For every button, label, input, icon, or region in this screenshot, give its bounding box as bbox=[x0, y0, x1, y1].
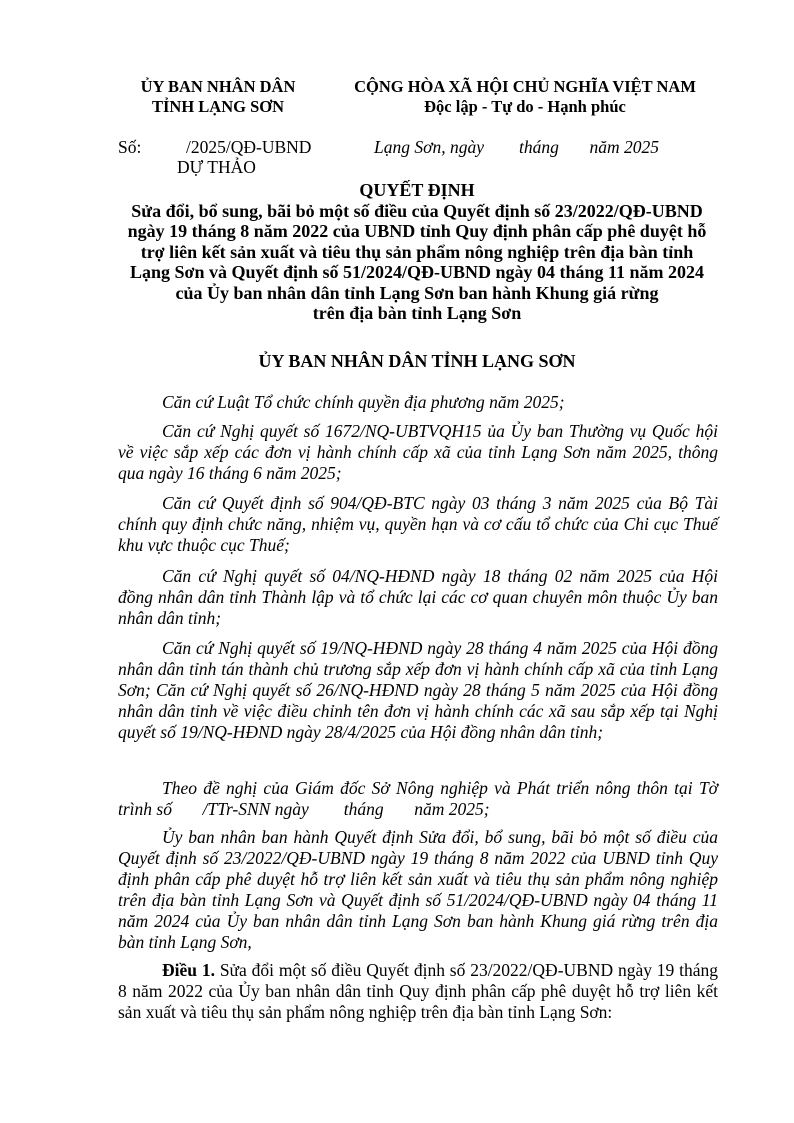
issuing-body-heading: ỦY BAN NHÂN DÂN TỈNH LẠNG SƠN bbox=[258, 351, 576, 371]
proposal-line1: Theo đề nghị của Giám đốc Sở Nông nghiệp và Phát triển nông thôn tại bbox=[162, 778, 693, 798]
issuing-authority-line1: ỦY BAN NHÂN DÂN bbox=[140, 77, 296, 96]
legal-basis-3: Căn cứ Quyết định số 904/QĐ-BTC ngày 03 tháng 3 năm 2025 của Bộ Tài chính quy định chức năng, nhiệm vụ, quyền hạn và cơ cấu tổ chức của Chi cục Thuế khu vực thuộc cục Thuế; bbox=[118, 493, 718, 555]
title-line: trên địa bàn tỉnh Lạng Sơn bbox=[312, 303, 522, 323]
title-line: ngày 19 tháng 8 năm 2022 của UBND tỉnh Quy định phân cấp phê duyệt hỗ bbox=[127, 221, 707, 241]
legal-basis-5: Căn cứ Nghị quyết số 19/NQ-HĐND ngày 28 tháng 4 năm 2025 của Hội đồng nhân dân tỉnh tán thành chủ trương sắp xếp đơn vị hành chính cấp xã của tỉnh Lạng Sơn; Căn cứ Nghị quyết số 26/NQ-HĐND ngày 28 tháng 5 năm 2025 của Hội đồng nhân dân tỉnh về việc điều chỉnh tên đơn vị hành chính các xã sau sắp xếp tại Nghị quyết số 19/NQ-HĐND ngày 28/4/2025 của Hội đồng nhân dân tỉnh; bbox=[118, 638, 718, 742]
title-line: Sửa đổi, bổ sung, bãi bỏ một số điều của Quyết định số 23/2022/QĐ-UBND bbox=[131, 200, 703, 221]
national-motto bbox=[330, 77, 720, 117]
proposal-paragraph bbox=[118, 778, 718, 820]
article-1-label: Điều 1. bbox=[162, 960, 215, 980]
legal-basis-1: Căn cứ Luật Tổ chức chính quyền địa phương năm 2025; bbox=[162, 392, 565, 412]
issuance-paragraph: Ủy ban nhân ban hành Quyết định Sửa đổi, bổ sung, bãi bỏ một số điều của Quyết định số 23/2022/QĐ-UBND ngày 19 tháng 8 năm 2022 của UBND tỉnh Quy định phân cấp phê duyệt hỗ trợ liên kết sản xuất và tiêu thụ sản phẩm nông nghiệp trên địa bàn tỉnh Lạng Sơn và Quyết định số 51/2024/QĐ-UBND ngày 04 tháng 11 năm 2024 của Ủy ban nhân dân tỉnh Lạng Sơn ban hành Khung giá rừng trên địa bàn tỉnh Lạng Sơn, bbox=[118, 827, 718, 952]
article-1-text: Sửa đổi một số điều Quyết định số 23/2022/QĐ-UBND ngày 19 tháng 8 năm 2022 của Ủy ban nhân dân tỉnh Quy định phân cấp phê duyệt hỗ trợ liên kết sản xuất và tiêu thụ sản phẩm nông nghiệp trên địa bàn tỉnh Lạng Sơn: bbox=[118, 960, 719, 1022]
national-name: CỘNG HÒA XÃ HỘI CHỦ NGHĨA VIỆT NAM bbox=[354, 77, 696, 96]
title-line: của Ủy ban nhân dân tỉnh Lạng Sơn ban hành Khung giá rừng bbox=[175, 282, 659, 303]
number-label: Số: bbox=[118, 137, 142, 157]
title-line: Lạng Sơn và Quyết định số 51/2024/QĐ-UBND ngày 04 tháng 11 năm 2024 bbox=[129, 262, 705, 282]
proposal-tt-label: Tờ trình số bbox=[118, 778, 719, 819]
proposal-month: tháng bbox=[343, 799, 384, 819]
document-title bbox=[110, 180, 724, 324]
issuing-authority bbox=[118, 77, 318, 117]
document-number-line bbox=[118, 137, 718, 159]
draft-label: DỰ THẢO bbox=[177, 157, 256, 177]
legal-basis-4: Căn cứ Nghị quyết số 04/NQ-HĐND ngày 18 tháng 02 năm 2025 của Hội đồng nhân dân tỉnh Thành lập và tổ chức lại các cơ quan chuyên môn thuộc Ủy ban nhân dân tỉnh; bbox=[118, 566, 718, 628]
motto: Độc lập - Tự do - Hạnh phúc bbox=[424, 97, 626, 116]
article-1 bbox=[118, 960, 718, 1023]
title-heading: QUYẾT ĐỊNH bbox=[359, 180, 475, 200]
place-date: Lạng Sơn, ngày tháng năm 2025 bbox=[374, 137, 659, 157]
title-line: trợ liên kết sản xuất và tiêu thụ sản phẩm nông nghiệp trên địa bàn tỉnh bbox=[140, 241, 694, 262]
number-code: /2025/QĐ-UBND bbox=[186, 137, 312, 157]
legal-basis-2: Căn cứ Nghị quyết số 1672/NQ-UBTVQH15 ủa Ủy ban Thường vụ Quốc hội về việc sắp xếp các đơn vị hành chính cấp xã của tỉnh Lạng Sơn năm 2025, thông qua ngày 16 tháng 6 năm 2025; bbox=[118, 421, 718, 483]
issuing-authority-line2: TỈNH LẠNG SƠN bbox=[151, 97, 285, 116]
proposal-tt-code: /TTr-SNN ngày bbox=[202, 799, 309, 819]
proposal-year: năm 2025; bbox=[414, 799, 490, 819]
